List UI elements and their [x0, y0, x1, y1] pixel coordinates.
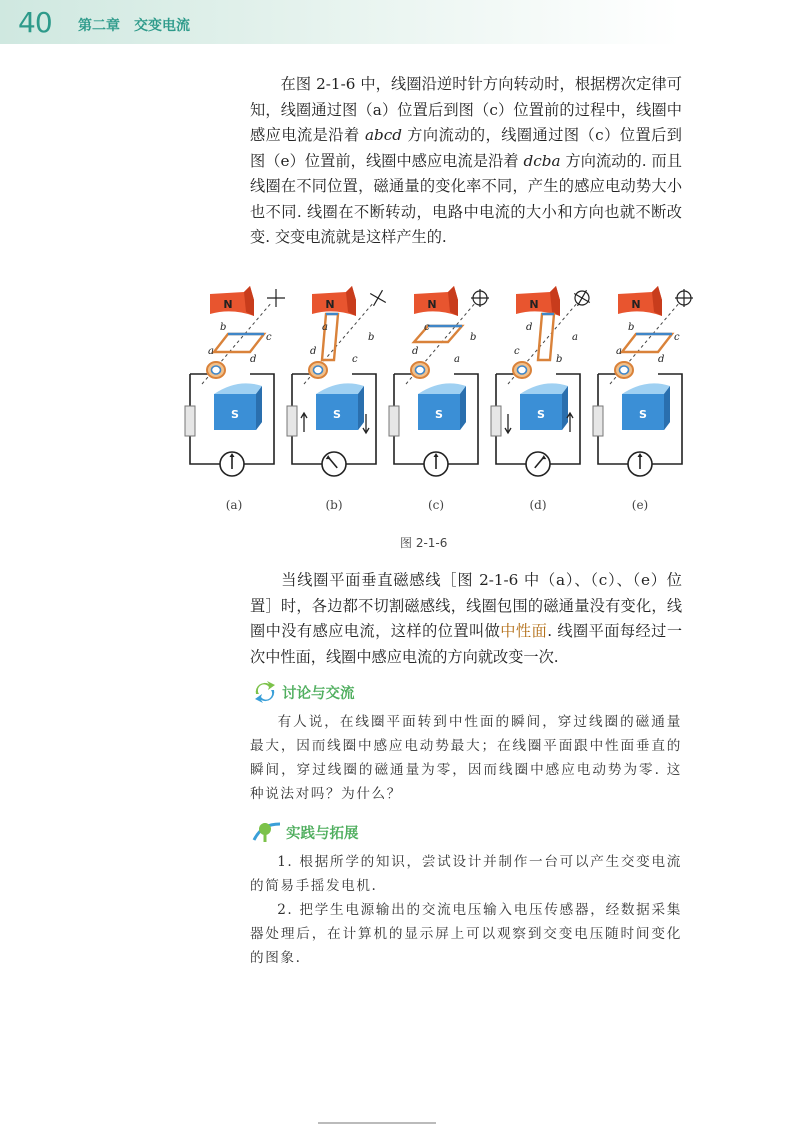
- practice-item-1: 1. 根据所学的知识，尝试设计并制作一台可以产生交变电流的简易手摇发电机.: [250, 854, 682, 894]
- pole-n-label: N: [427, 298, 437, 311]
- paragraph-coil-rotation: 在图 2-1-6 中，线圈沿逆时针方向转动时，根据楞次定律可知，线圈通过图（a）位置后到图（c）位置前的过程中，线圈中感应电流是沿着 abcd 方向流动的，线圈通过图（c）位置后到图（e）位置前，线圈中感应电流是沿着 dcba 方向流动的. 而且线圈在不同位置，磁通量的变化率不同，产生的感应电动势大小也不同. 线圈在不断转动，电路中电流的大小和方向也就不断改变. 交变电流就是这样产生的.: [250, 75, 682, 246]
- generator-a: [185, 286, 285, 476]
- slip-ring-inner: [518, 366, 527, 374]
- coil-letter: d: [658, 354, 665, 365]
- section-practice: [252, 820, 359, 844]
- resistor: [185, 406, 195, 436]
- generator-figure: [180, 282, 700, 482]
- coil-letter: c: [352, 354, 358, 365]
- pole-s-label: S: [639, 408, 647, 421]
- generator-c: [389, 286, 489, 476]
- coil-letter: a: [454, 354, 460, 365]
- figure-label-c: (c): [427, 498, 445, 512]
- coil-letter: c: [514, 346, 520, 357]
- term-abcd: abcd: [364, 126, 402, 144]
- pole-s-label: S: [333, 408, 341, 421]
- figure-label-a: (a): [225, 498, 243, 512]
- footer-line: [318, 1122, 436, 1124]
- paragraph-neutral-plane: 当线圈平面垂直磁感线［图 2-1-6 中（a）、（c）、（e）位置］时，各边都不切割磁感线，线圈包围的磁通量没有变化，线圈中没有感应电流，这样的位置叫做中性面. 线圈平面每经过一次中性面，线圈中感应电流的方向就改变一次.: [250, 571, 683, 666]
- symbol-line-v: [374, 290, 383, 306]
- coil-loop: [214, 334, 264, 352]
- coil-letter: c: [424, 322, 430, 333]
- current-arrow-right: [567, 413, 573, 432]
- pole-s-label: S: [537, 408, 545, 421]
- term-neutral-plane: 中性面: [500, 622, 548, 640]
- resistor: [389, 406, 399, 436]
- magnet-s-top: [214, 383, 262, 394]
- coil-letter: d: [412, 346, 419, 357]
- chapter-title: 第二章 交变电流: [78, 18, 190, 34]
- generator-d: [491, 286, 594, 476]
- practice-icon: [252, 820, 282, 844]
- coil-letter: a: [208, 346, 214, 357]
- discussion-title: 讨论与交流: [282, 685, 355, 702]
- slip-ring-inner: [212, 366, 221, 374]
- cross-section-symbol: [570, 286, 595, 311]
- generator-e: [593, 286, 693, 476]
- coil-letter: c: [674, 332, 680, 343]
- section-discussion: [252, 680, 355, 704]
- resistor: [593, 406, 603, 436]
- coil-letter: b: [220, 322, 227, 333]
- slip-ring-inner: [416, 366, 425, 374]
- term-dcba: dcba: [523, 151, 561, 170]
- resistor: [287, 406, 297, 436]
- current-arrow-left: [505, 414, 511, 433]
- pole-n-label: N: [529, 298, 539, 311]
- coil-loop: [622, 334, 672, 352]
- pole-n-label: N: [223, 298, 233, 311]
- discussion-icon: [252, 680, 278, 704]
- coil-letter: d: [526, 322, 533, 333]
- coil-letter: d: [310, 346, 317, 357]
- page-number: 40: [18, 6, 52, 39]
- coil-loop: [414, 326, 462, 342]
- figure-label-e: (e): [631, 498, 649, 512]
- slip-ring-inner: [314, 366, 323, 374]
- coil-letter: b: [470, 332, 477, 343]
- magnet-s-top: [622, 383, 670, 394]
- generator-b: [287, 286, 390, 476]
- practice-item-2: 2. 把学生电源输出的交流电压输入电压传感器，经数据采集器处理后，在计算机的显示屏上可以观察到交变电压随时间变化的图象.: [250, 902, 682, 966]
- practice-title: 实践与拓展: [286, 825, 359, 842]
- pole-n-label: N: [325, 298, 335, 311]
- coil-letter: b: [556, 354, 563, 365]
- symbol-line-v: [578, 290, 587, 306]
- figure-label-d: (d): [529, 498, 547, 512]
- slip-ring-inner: [620, 366, 629, 374]
- pole-s-label: S: [231, 408, 239, 421]
- coil-letter: c: [266, 332, 272, 343]
- pole-n-label: N: [631, 298, 641, 311]
- coil-loop: [322, 314, 338, 360]
- figure-caption: 图 2-1-6: [400, 536, 448, 550]
- coil-letter: b: [368, 332, 375, 343]
- discussion-text: 有人说，在线圈平面转到中性面的瞬间，穿过线圈的磁通量最大，因而线圈中感应电动势最大；在线圈平面跟中性面垂直的瞬间，穿过线圈的磁通量为零，因而线圈中感应电动势为零. 这种说法对吗？为什么？: [250, 714, 682, 802]
- magnet-s-top: [316, 383, 364, 394]
- coil-loop: [538, 314, 554, 360]
- current-arrow-left: [301, 413, 307, 432]
- coil-letter: a: [616, 346, 622, 357]
- coil-letter: d: [250, 354, 257, 365]
- figure-label-b: (b): [325, 498, 343, 512]
- pole-s-label: S: [435, 408, 443, 421]
- resistor: [491, 406, 501, 436]
- coil-letter: a: [572, 332, 578, 343]
- magnet-s-top: [418, 383, 466, 394]
- coil-letter: a: [322, 322, 328, 333]
- coil-letter: b: [628, 322, 635, 333]
- cross-section-symbol: [366, 286, 391, 311]
- magnet-s-top: [520, 383, 568, 394]
